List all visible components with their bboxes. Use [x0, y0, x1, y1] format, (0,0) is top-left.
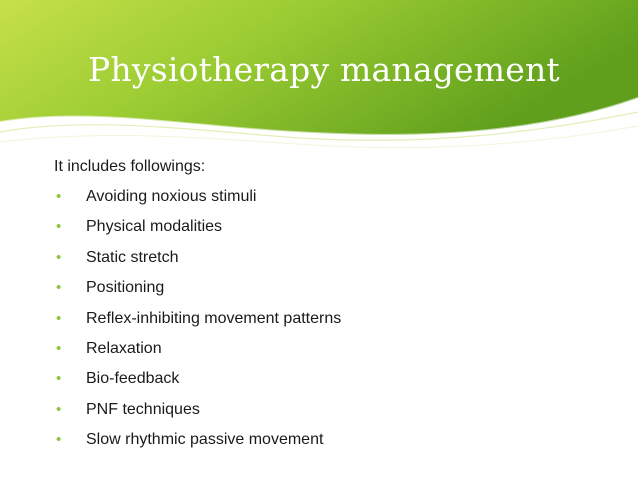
bullet-list — [54, 185, 624, 459]
bullet-icon: • — [56, 400, 62, 418]
bullet-text: Positioning — [86, 279, 165, 297]
bullet-text: Avoiding noxious stimuli — [86, 188, 257, 205]
bullet-text: Static stretch — [86, 248, 179, 266]
bullet-icon: • — [56, 248, 62, 266]
list-item — [54, 215, 624, 245]
bullet-text: Bio-feedback — [86, 370, 180, 388]
list-item — [54, 428, 624, 458]
bullet-text: Slow rhythmic passive movement — [86, 431, 324, 449]
intro-text: It includes followings: — [54, 158, 206, 175]
bullet-text: Reflex-inhibiting movement patterns — [86, 309, 342, 327]
list-item — [54, 337, 624, 367]
list-item — [54, 307, 624, 337]
list-item — [54, 246, 624, 276]
bullet-icon: • — [56, 188, 62, 205]
bullet-icon: • — [56, 279, 62, 297]
bullet-icon: • — [56, 218, 62, 236]
list-item — [54, 398, 624, 428]
list-item — [54, 367, 624, 397]
bullet-text: Physical modalities — [86, 218, 223, 236]
slide-title: Physiotherapy management — [88, 50, 560, 89]
bullet-icon: • — [56, 370, 62, 388]
bullet-text: Relaxation — [86, 339, 162, 357]
list-item — [54, 185, 624, 215]
bullet-text: PNF techniques — [86, 400, 200, 418]
bullet-icon: • — [56, 431, 62, 449]
slide-body — [54, 155, 624, 459]
bullet-icon: • — [56, 339, 62, 357]
bullet-icon: • — [56, 309, 62, 327]
list-item — [54, 276, 624, 306]
